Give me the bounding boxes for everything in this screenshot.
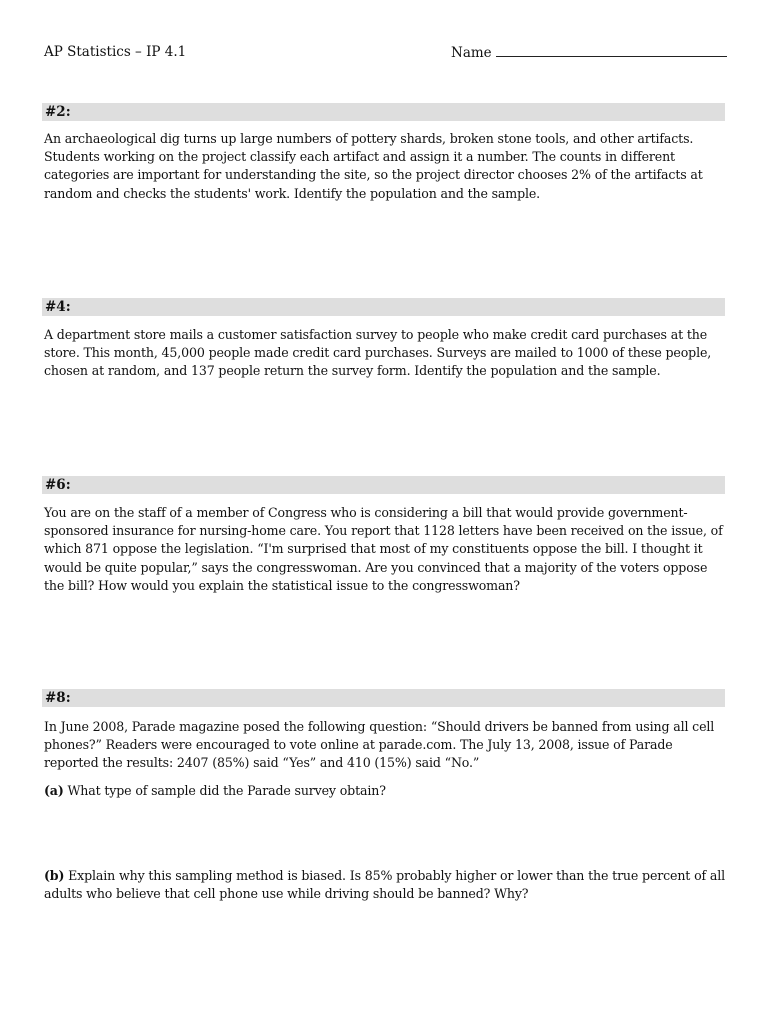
question-2-prompt: An archaeological dig turns up large numbers of pottery shards, broken stone tools, and other artifacts. Students working on the project classify each artifact and assign it a number. The counts in different categories are important for understanding the site, so the project director chooses 2% of the artifacts at random and checks the students' work. Identify the population and the sample. — [44, 131, 703, 201]
question-4-prompt: A department store mails a customer satisfaction survey to people who make credit card purchases at the store. This month, 45,000 people made credit card purchases. Surveys are mailed to 1000 of these people, chosen at random, and 137 people return the survey form. Identify the population and the sample. — [44, 327, 712, 379]
question-6-header: #6: — [42, 476, 725, 494]
question-8-prompt: In June 2008, Parade magazine posed the following question: “Should drivers be banned from using all cell phones?” Readers were encouraged to vote online at parade.com. The July 13, 2008, issue of Parade reported the results: 2407 (85%) said “Yes” and 410 (15%) said “No.” — [44, 719, 715, 771]
question-8-part-b — [44, 867, 730, 903]
worksheet-title: AP Statistics – IP 4.1 — [44, 44, 187, 60]
name-blank-line — [496, 44, 727, 57]
question-4-header: #4: — [42, 298, 725, 316]
part-a-text: What type of sample did the Parade survey obtain? — [67, 783, 386, 798]
name-label: Name — [451, 45, 492, 61]
question-8-header: #8: — [42, 689, 725, 707]
question-8-text — [44, 718, 730, 773]
name-field — [451, 44, 727, 61]
part-b-marker: (b) — [44, 868, 65, 883]
question-2-header: #2: — [42, 103, 725, 121]
question-2-text — [44, 130, 730, 203]
part-a-marker: (a) — [44, 783, 64, 798]
part-b-text: Explain why this sampling method is biased. Is 85% probably higher or lower than the true percent of all adults who believe that cell phone use while driving should be banned? Why? — [44, 868, 725, 902]
page-header — [44, 44, 724, 64]
question-6-text — [44, 504, 730, 595]
question-6-prompt: You are on the staff of a member of Congress who is considering a bill that would provide government-sponsored insurance for nursing-home care. You report that 1128 letters have been received on the issue, of which 871 oppose the legislation. “I'm surprised that most of my constituents oppose the bill. I thought it would be quite popular,” says the congresswoman. Are you convinced that a majority of the voters oppose the bill? How would you explain the statistical issue to the congresswoman? — [44, 505, 723, 593]
question-4-text — [44, 326, 730, 381]
question-8-part-a — [44, 782, 730, 800]
